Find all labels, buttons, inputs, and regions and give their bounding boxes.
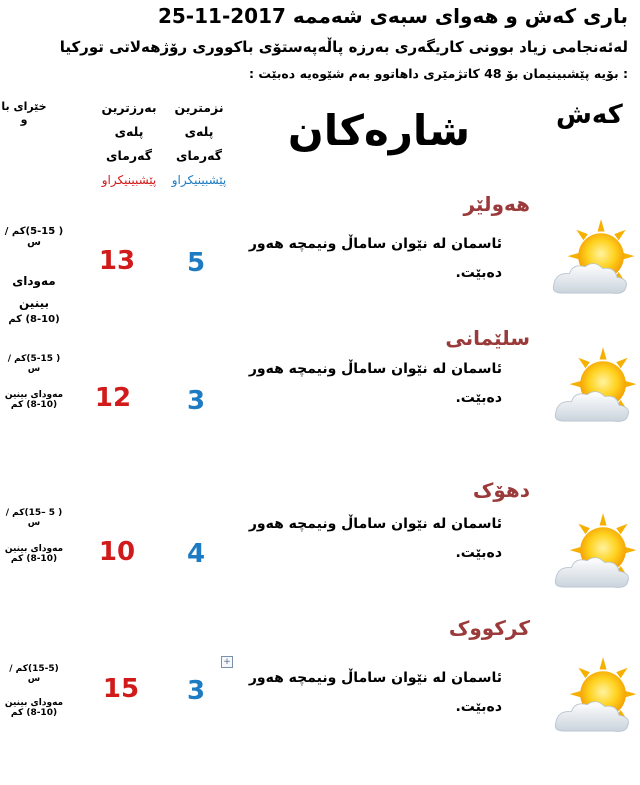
min-temp-sulaymaniyah: 3 [186,386,206,416]
wind-visibility-sulaymaniyah [4,354,64,410]
max-temp-duhok: 10 [98,537,136,567]
cities-column-header: شارەکان [287,106,470,155]
visibility-value: (8-10) کم [10,554,58,564]
min-header-line-1: نزمترین [174,100,224,115]
condition-line-2: دەبێت. [455,390,502,406]
sun-behind-cloud-icon [552,650,640,740]
visibility-label: بینین [19,296,49,310]
min-header-predicted: پێشبینیکراو [171,173,227,187]
condition-line-2: دەبێت. [455,699,502,715]
max-temp-column-header [90,96,168,192]
max-temp-sulaymaniyah: 12 [94,383,132,413]
max-header-line-3: گەرمای [106,148,152,163]
condition-text-sulaymaniyah [222,355,502,413]
visibility-label: مەودای بینین [4,698,64,708]
max-temp-kirkuk: 15 [102,674,140,704]
sun-behind-cloud-icon [552,506,640,596]
city-name-duhok: دهۆک [472,478,530,502]
wind-visibility-erbil [4,226,64,325]
visibility-label: مەودای بینین [4,390,64,400]
condition-line-1: ئاسمان لە نێوان ساماڵ ونیمچە هەور [248,516,502,532]
wind-visibility-duhok [4,508,64,564]
move-handle-icon[interactable]: + [221,656,233,668]
max-temp-erbil: 13 [98,246,136,276]
condition-line-1: ئاسمان لە نێوان ساماڵ ونیمچە هەور [248,670,502,686]
visibility-label: مەودای [12,274,56,288]
condition-line-1: ئاسمان لە نێوان ساماڵ ونیمچە هەور [248,361,502,377]
sun-behind-cloud-icon [550,212,638,302]
weather-column-header: کەش [556,100,623,130]
condition-line-2: دەبێت. [455,545,502,561]
wind-speed: ( 5-15)کم /س [7,354,61,374]
city-name-erbil: هەولێر [463,192,530,216]
wind-speed: ( 5 –15)کم /س [5,508,63,528]
visibility-value: (8-10) کم [10,708,58,718]
visibility-value: (8-10) کم [10,400,58,410]
min-header-line-3: گەرمای [176,148,222,163]
condition-line-1: ئاسمان لە نێوان ساماڵ ونیمچە هەور [248,236,502,252]
min-temp-column-header [160,96,238,192]
wind-visibility-kirkuk [4,664,64,718]
min-header-line-2: پلەی [184,124,214,139]
min-temp-duhok: 4 [186,539,206,569]
wind-speed: (15-5)کم /س [9,664,59,684]
city-name-sulaymaniyah: سلێمانی [445,326,530,350]
visibility-label: مەودای بینین [4,544,64,554]
wind-speed: ( 5-15)کم /س [4,226,64,248]
min-temp-kirkuk: 3 [186,676,206,706]
max-header-predicted: پێشبینیکراو [101,173,157,187]
page-title: باری کەش و هەوای سبەی شەممە 2017-11-25 [157,4,628,28]
min-temp-erbil: 5 [186,248,206,278]
forecast-intro: : بۆیە پێشبینیمان بۆ 48 کاتژمێری داهاتوو بەم شێوەیە دەبێت : [249,66,628,81]
condition-text-kirkuk [222,664,502,722]
condition-line-2: دەبێت. [455,265,502,281]
condition-text-erbil [222,230,502,288]
forecast-subtitle: لەئەنجامی زیاد بوونی کاریگەری بەرزە پاڵەپەستۆی باکووری رۆژهەلاتی تورکیا [59,38,628,56]
city-name-kirkuk: کرکووک [448,616,530,640]
wind-column-header: خێرای با و [1,100,47,126]
sun-behind-cloud-icon [552,340,640,430]
max-header-line-2: پلەی [114,124,144,139]
visibility-value: (8-10) کم [8,314,60,325]
max-header-line-1: بەرزترین [101,100,157,115]
condition-text-duhok [222,510,502,568]
